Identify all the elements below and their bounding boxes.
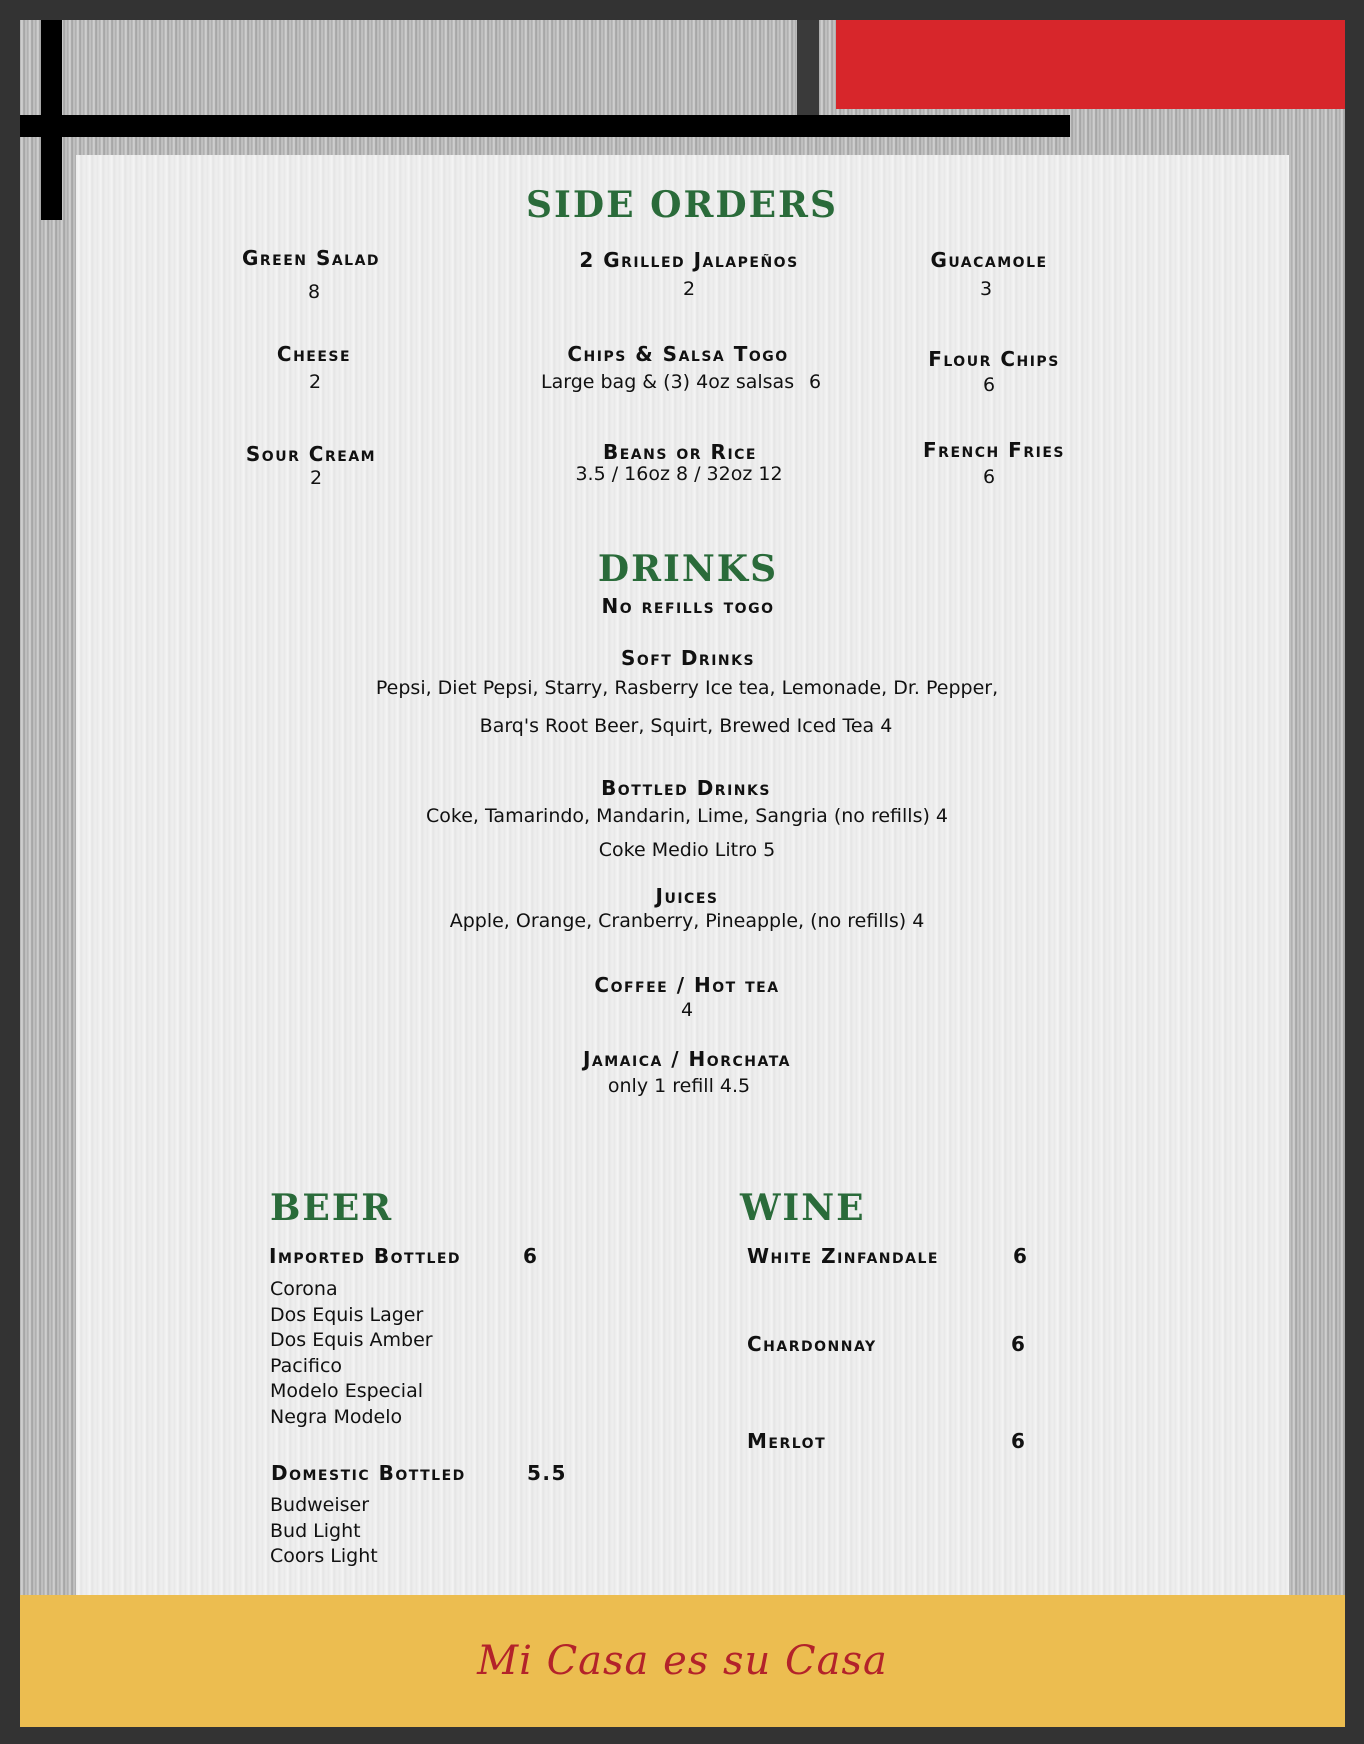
drink-name-juices: Juices: [655, 884, 719, 908]
drink-desc-soft-drinks-1: Pepsi, Diet Pepsi, Starry, Rasberry Ice tea, Lemonade, Dr. Pepper,: [375, 677, 999, 699]
drink-desc-bottled-1: Coke, Tamarindo, Mandarin, Lime, Sangria (no refills) 4: [425, 805, 949, 827]
item-price-beans-rice: 3.5 / 16oz 8 / 32oz 12: [575, 463, 783, 485]
drink-desc-soft-drinks-2: Barq's Root Beer, Squirt, Brewed Iced Tea 4: [479, 715, 893, 737]
decorative-dark-strip: [797, 20, 819, 118]
beer-domestic-price: 5.5: [527, 1461, 567, 1485]
item-price-guacamole: 3: [979, 278, 993, 300]
wine-price-chardonnay: 6: [1011, 1332, 1027, 1356]
item-name-sour-cream: Sour Cream: [245, 442, 377, 466]
list-item: Bud Light: [270, 1519, 361, 1542]
list-item: Dos Equis Amber: [270, 1329, 433, 1351]
wine-price-white-zinfandale: 6: [1013, 1244, 1029, 1268]
wine-title: WINE: [740, 1187, 866, 1229]
menu-panel: [76, 155, 1289, 1595]
beer-title: BEER: [270, 1187, 394, 1229]
beer-imported-price: 6: [523, 1244, 539, 1268]
item-price-sour-cream: 2: [309, 467, 323, 489]
item-name-guacamole: Guacamole: [930, 248, 1048, 272]
drink-desc-juices: Apple, Orange, Cranberry, Pineapple, (no refills) 4: [449, 910, 925, 932]
item-price-grilled-jalapenos: 2: [682, 278, 696, 300]
beer-imported-list: [270, 1277, 433, 1430]
wine-price-merlot: 6: [1011, 1429, 1027, 1453]
drink-name-bottled: Bottled Drinks: [601, 776, 771, 800]
drink-price-coffee: 4: [680, 999, 694, 1021]
footer-banner: [20, 1595, 1345, 1727]
item-name-french-fries: French Fries: [923, 438, 1065, 462]
item-name-flour-chips: Flour Chips: [928, 347, 1060, 371]
list-item: Corona: [270, 1278, 338, 1300]
item-name-chips-salsa: Chips & Salsa Togo: [567, 342, 789, 366]
drink-desc-bottled-2: Coke Medio Litro 5: [598, 839, 776, 861]
wine-name-chardonnay: Chardonnay: [747, 1332, 877, 1356]
list-item: Dos Equis Lager: [270, 1303, 424, 1326]
item-price-french-fries: 6: [982, 466, 996, 488]
drink-desc-jamaica: only 1 refill 4.5: [607, 1075, 751, 1097]
beer-domestic-label: Domestic Bottled: [271, 1461, 466, 1485]
item-name-cheese: Cheese: [276, 342, 352, 366]
drink-name-soft-drinks: Soft Drinks: [620, 646, 756, 670]
drinks-subtitle: No refills togo: [601, 594, 775, 618]
decorative-red-block: [836, 20, 1345, 109]
decorative-black-horizontal-bar: [20, 115, 1070, 137]
drink-name-jamaica: Jamaica / Horchata: [582, 1047, 792, 1071]
beer-domestic-list: [270, 1493, 378, 1570]
drink-name-coffee: Coffee / Hot tea: [594, 973, 780, 997]
list-item: Modelo Especial: [270, 1380, 424, 1402]
item-price-cheese: 2: [308, 371, 322, 393]
wine-name-white-zinfandale: White Zinfandale: [747, 1244, 939, 1268]
list-item: Negra Modelo: [270, 1405, 403, 1428]
list-item: Coors Light: [270, 1545, 378, 1567]
list-item: Budweiser: [270, 1494, 370, 1516]
item-price-green-salad: 8: [307, 281, 321, 303]
item-name-grilled-jalapenos: 2 Grilled Jalapeños: [579, 248, 799, 272]
item-price-flour-chips: 6: [982, 374, 996, 396]
item-name-green-salad: Green Salad: [241, 246, 381, 270]
list-item: Pacifico: [270, 1354, 343, 1377]
wine-name-merlot: Merlot: [747, 1429, 827, 1453]
footer-tagline: Mi Casa es su Casa: [477, 1638, 888, 1684]
side-orders-title: SIDE ORDERS: [526, 184, 838, 226]
beer-imported-label: Imported Bottled: [269, 1244, 462, 1268]
item-name-beans-rice: Beans or Rice: [603, 440, 757, 464]
item-desc-chips-salsa: Large bag & (3) 4oz salsas: [541, 371, 795, 393]
item-price-chips-salsa: 6: [809, 371, 822, 393]
drinks-title: DRINKS: [597, 548, 779, 590]
